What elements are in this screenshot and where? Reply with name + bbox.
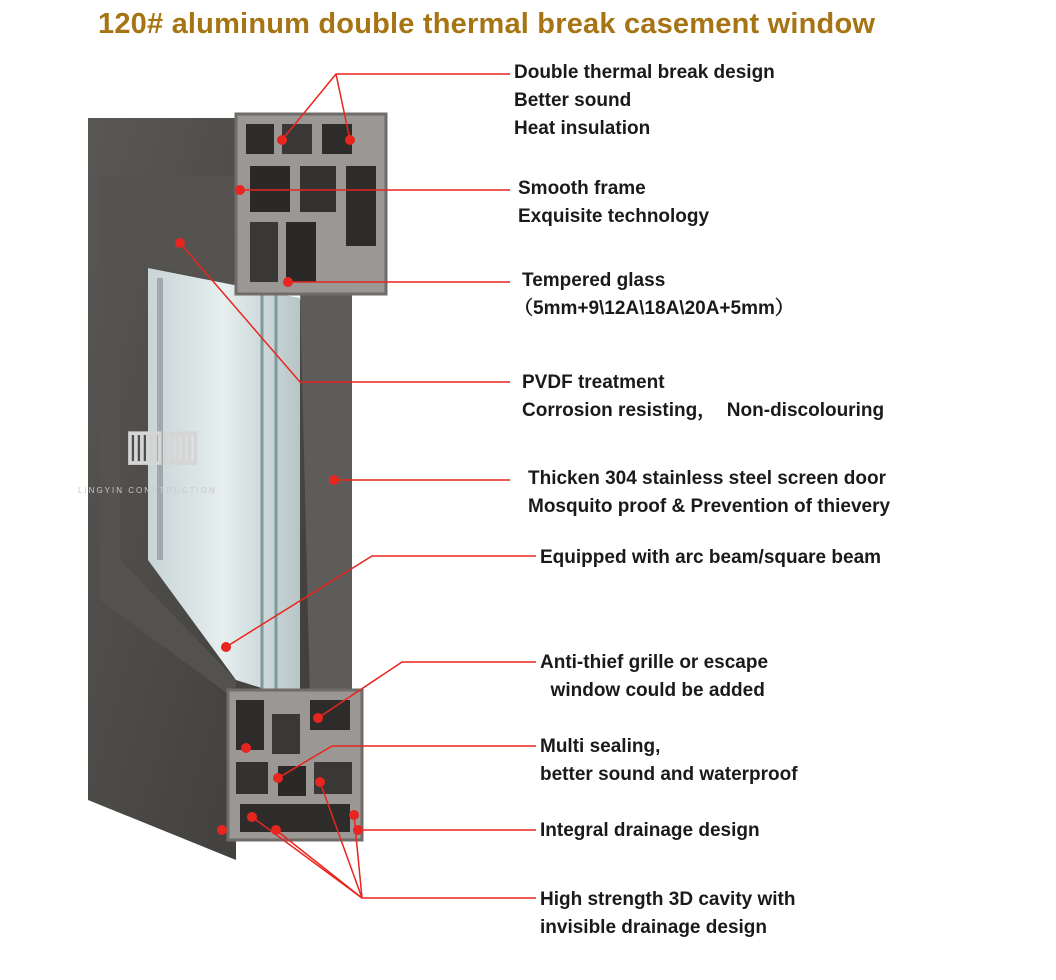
callout-line: PVDF treatment — [522, 372, 665, 393]
callout-multi-sealing — [540, 733, 798, 789]
callout-line: window could be added — [540, 680, 765, 701]
callout-line: Exquisite technology — [518, 206, 710, 227]
callout-line: Corrosion resisting， Non-discolouring — [522, 400, 885, 421]
callout-line: Mosquito proof & Prevention of thievery — [528, 496, 891, 517]
callout-drainage — [540, 817, 760, 845]
callout-cavity — [540, 886, 795, 942]
callout-line: Multi sealing, — [540, 736, 661, 757]
callout-pvdf-treatment — [522, 369, 884, 425]
callout-line: Tempered glass — [522, 270, 666, 291]
callout-line: Equipped with arc beam/square beam — [540, 547, 882, 568]
callout-line: Smooth frame — [518, 178, 646, 199]
callout-line: Better sound — [514, 90, 632, 111]
callout-line: invisible drainage design — [540, 917, 768, 938]
callout-anti-thief — [540, 649, 768, 705]
callout-line: Integral drainage design — [540, 820, 760, 841]
callout-line: （5mm+9\12A\18A\20A+5mm） — [514, 298, 794, 319]
watermark-text: LINGYIN CONSTRUCTION — [78, 486, 217, 495]
callout-beam — [540, 544, 881, 572]
diagram-title: 120# aluminum double thermal break casement window — [98, 8, 876, 40]
callout-double-thermal-break — [514, 59, 775, 143]
watermark-logo-icon: ▥▥ — [125, 421, 197, 468]
callout-line: Double thermal break design — [514, 62, 775, 83]
callout-tempered-glass — [514, 267, 794, 323]
callout-screen-door — [528, 465, 890, 521]
callout-line: Thicken 304 stainless steel screen door — [528, 468, 887, 489]
callout-line: High strength 3D cavity with — [540, 889, 796, 910]
callout-smooth-frame — [518, 175, 709, 231]
callout-line: better sound and waterproof — [540, 764, 798, 785]
callout-line: Anti-thief grille or escape — [540, 652, 769, 673]
callout-line: Heat insulation — [514, 118, 651, 139]
